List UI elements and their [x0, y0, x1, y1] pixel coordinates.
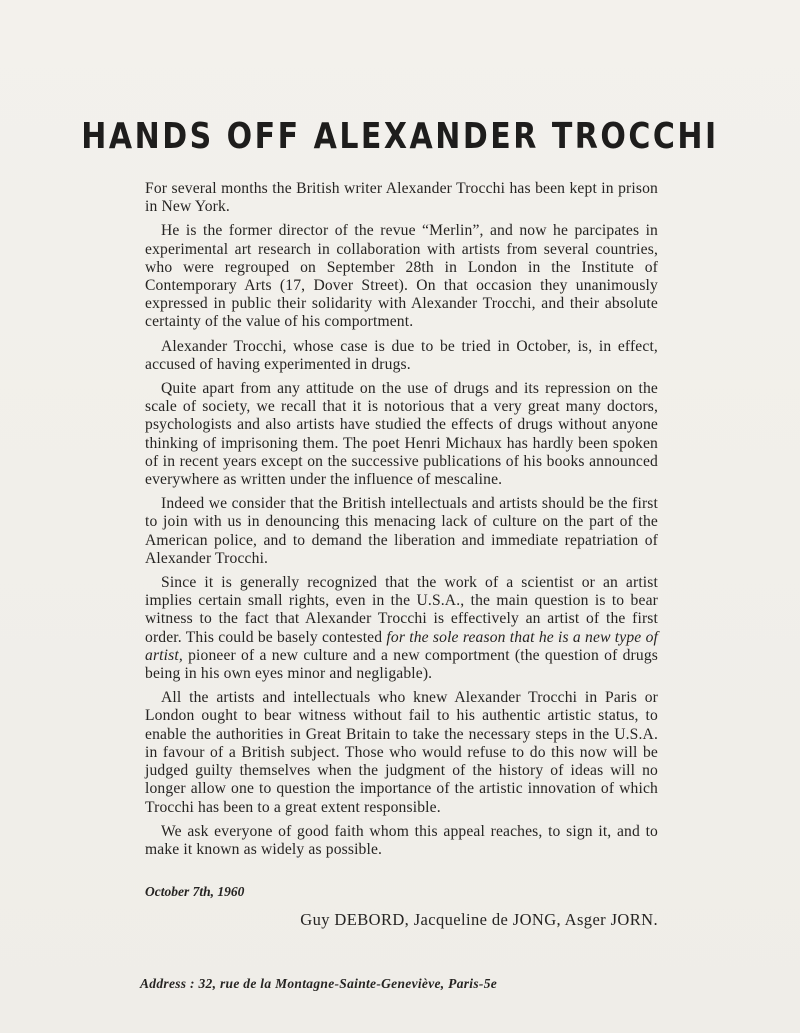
document-title: HANDS OFF ALEXANDER TROCCHI [81, 116, 719, 158]
paragraph-6 [145, 574, 658, 683]
paragraph-3: Alexander Trocchi, whose case is due to be tried in October, is, in effect, accused of having experimented in drugs. [145, 337, 658, 373]
paragraph-2: He is the former director of the revue “Merlin”, and now he parcipates in experimental art research in collaboration with artists from several countries, who were regrouped on September 28th in London in the Institute of Contemporary Arts (17, Dover Street). On that occasion they unanimously expressed in public their solidarity with Alexander Trocchi, and their absolute certainty of the value of his comportment. [145, 222, 658, 331]
document-body [145, 180, 658, 865]
signatures: Guy DEBORD, Jacqueline de JONG, Asger JORN. [300, 910, 658, 929]
paragraph-4: Quite apart from any attitude on the use of drugs and its repression on the scale of society, we recall that it is notorious that a very great many doctors, psychologists and also artists have studied the effects of drugs without anyone thinking of imprisoning them. The poet Henri Michaux has hardly been spoken of in recent years except on the successive publications of his books announced everywhere as written under the influence of mescaline. [145, 380, 658, 489]
paragraph-5: Indeed we consider that the British intellectuals and artists should be the first to join with us in denouncing this menacing lack of culture on the part of the American police, and to demand the liberation and immediate repatriation of Alexander Trocchi. [145, 495, 658, 567]
document-date: October 7th, 1960 [145, 884, 245, 899]
paragraph-6-italic: for the sole reason that he is a new type of artist, [145, 628, 658, 664]
paragraph-8: We ask everyone of good faith whom this appeal reaches, to sign it, and to make it known as widely as possible. [145, 822, 658, 858]
paragraph-6-end: pioneer of a new culture and a new comportment (the question of drugs being in his own eyes minor and negligable). [145, 646, 658, 683]
paragraph-1: For several months the British writer Alexander Trocchi has been kept in prison in New York. [145, 180, 658, 216]
address-line: Address : 32, rue de la Montagne-Sainte-Geneviève, Paris-5e [140, 976, 498, 991]
paragraph-6-start: Since it is generally recognized that the work of a scientist or an artist implies certain small rights, even in the U.S.A., the main question is to bear witness to the fact that Alexander Trocchi is effectively an artist of the first order. This could be basely contested [145, 574, 658, 646]
paragraph-7: All the artists and intellectuals who knew Alexander Trocchi in Paris or London ought to bear witness without fail to his authentic artistic status, to enable the authorities in Great Britain to take the necessary steps in the U.S.A. in favour of a British subject. Those who would refuse to do this now will be judged guilty themselves when the judgment of the history of ideas will no longer allow one to question the importance of the artistic innovation of which Trocchi has been to a great extent responsible. [145, 689, 658, 816]
